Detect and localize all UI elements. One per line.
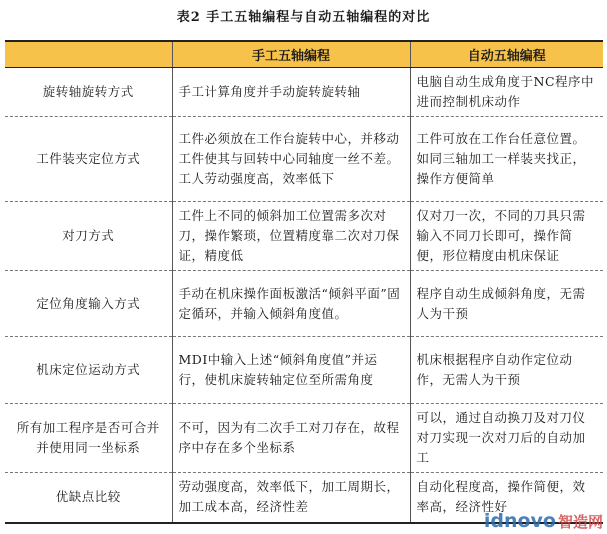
auto-cell: 机床根据程序自动作定位动作，无需人为干预 [410, 337, 603, 404]
table-row [5, 202, 603, 271]
row-label: 所有加工程序是否可合并并使用同一坐标系 [5, 404, 172, 473]
manual-cell: MDI中输入上述“倾斜角度值”并运行，使机床旋转轴定位至所需角度 [172, 337, 410, 404]
manual-cell: 不可，因为有二次手工对刀存在，故程序中存在多个坐标系 [172, 404, 410, 473]
auto-cell: 程序自动生成倾斜角度，无需人为干预 [410, 271, 603, 337]
auto-cell: 仅对刀一次，不同的刀具只需输入不同刀长即可，操作简便，形位精度由机床保证 [410, 202, 603, 271]
table-caption: 表2 手工五轴编程与自动五轴编程的对比 [176, 10, 431, 25]
manual-cell: 手动在机床操作面板激活“倾斜平面”固定循环，并输入倾斜角度值。 [172, 271, 410, 337]
table-row [5, 337, 603, 404]
table-row [5, 404, 603, 473]
table-row [5, 117, 603, 202]
watermark-logo: idnovo 智造网 [483, 510, 603, 532]
auto-cell: 可以，通过自动换刀及对刀仪对刀实现一次对刀后的自动加工 [410, 404, 603, 473]
row-label: 优缺点比较 [5, 473, 172, 523]
auto-cell: 自动化程度高，操作简便，效率高，经济性好 [410, 473, 603, 523]
header-manual: 手工五轴编程 [172, 41, 410, 68]
manual-cell: 劳动强度高，效率低下，加工周期长，加工成本高，经济性差 [172, 473, 410, 523]
row-label: 对刀方式 [5, 202, 172, 271]
manual-cell: 工件必须放在工作台旋转中心，并移动工件使其与回转中心同轴度一丝不差。工人劳动强度高，效率低下 [172, 117, 410, 202]
auto-cell: 工件可放在工作台任意位置。如同三轴加工一样装夹找正，操作方便简单 [410, 117, 603, 202]
row-label: 定位角度输入方式 [5, 271, 172, 337]
auto-cell: 电脑自动生成角度于NC程序中进而控制机床动作 [410, 68, 603, 117]
row-label: 旋转轴旋转方式 [5, 68, 172, 117]
header-empty [5, 41, 172, 68]
manual-cell: 工件上不同的倾斜加工位置需多次对刀，操作繁琐，位置精度靠二次对刀保证，精度低 [172, 202, 410, 271]
table-header-row [5, 41, 603, 68]
header-auto: 自动五轴编程 [410, 41, 603, 68]
table-row [5, 271, 603, 337]
comparison-table [5, 40, 603, 524]
row-label: 机床定位运动方式 [5, 337, 172, 404]
table-row [5, 68, 603, 117]
row-label: 工件装夹定位方式 [5, 117, 172, 202]
manual-cell: 手工计算角度并手动旋转旋转轴 [172, 68, 410, 117]
